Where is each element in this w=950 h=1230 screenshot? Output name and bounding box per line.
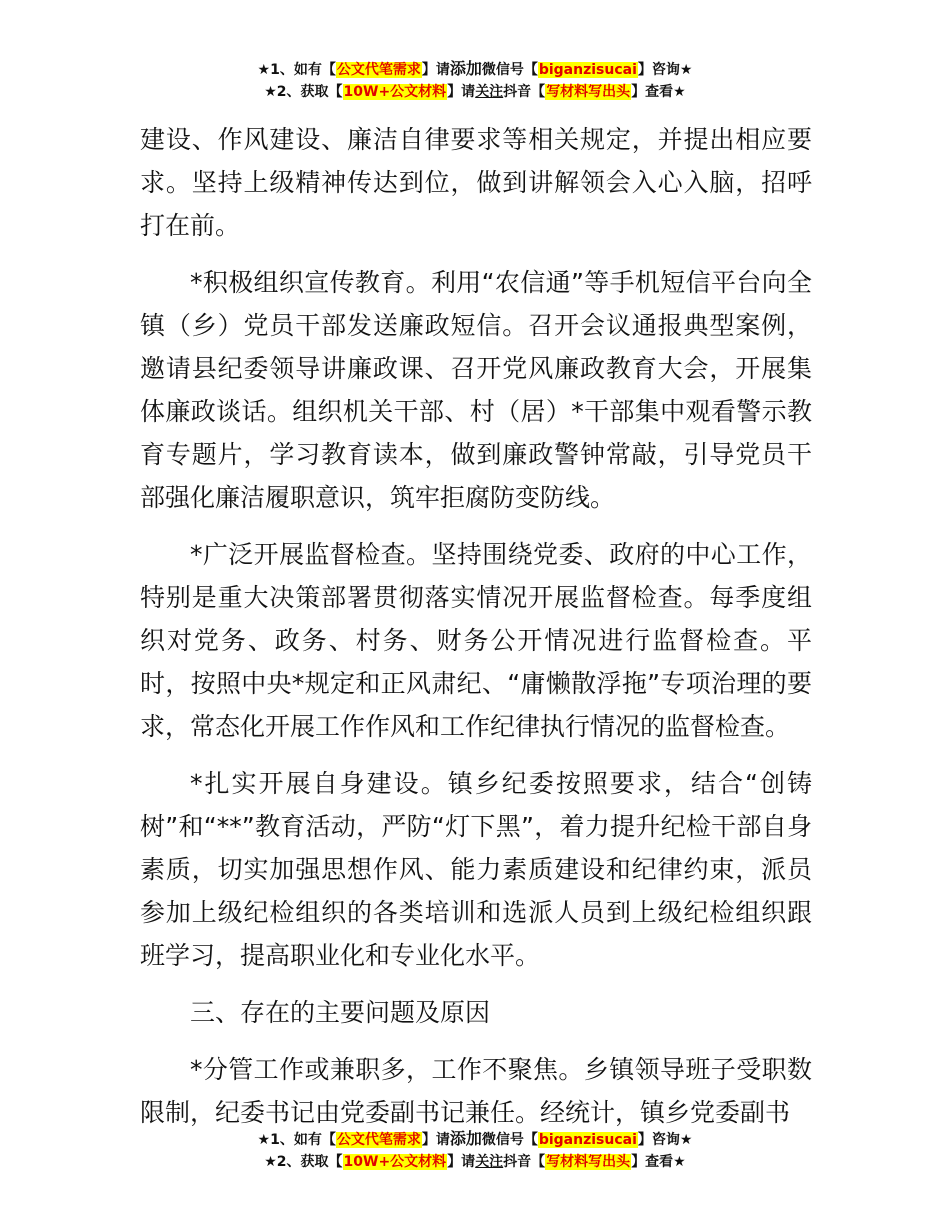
- highlight-text: 写材料写出头: [546, 1154, 631, 1170]
- paragraph: *分管工作或兼职多，工作不聚焦。乡镇领导班子受职数限制，纪委书记由党委副书记兼任。经统计，镇乡党委副书: [140, 1055, 812, 1127]
- highlight-text: biganzisucai: [538, 1132, 637, 1148]
- highlight-text: 公文代笔需求: [336, 1132, 421, 1148]
- banner-line-2: ★2、获取【10W+公文材料】请关注抖音【写材料写出头】查看★: [264, 1154, 686, 1170]
- highlight-text: 10W+公文材料: [343, 1154, 447, 1170]
- highlight-text: biganzisucai: [538, 62, 637, 78]
- section-heading: 三、存在的主要问题及原因: [190, 998, 491, 1027]
- paragraph: 建设、作风建设、廉洁自律要求等相关规定，并提出相应要求。坚持上级精神传达到位，做到讲解领会入心入脑，招呼打在前。: [140, 125, 812, 240]
- paragraph: *积极组织宣传教育。利用“农信通”等手机短信平台向全镇（乡）党员干部发送廉政短信。召开会议通报典型案例，邀请县纪委领导讲廉政课、召开党风廉政教育大会，开展集体廉政谈话。组织机关干部、村（居）*干部集中观看警示教育专题片，学习教育读本，做到廉政警钟常敲，引导党员干部强化廉洁履职意识，筑牢拒腐防变防线。: [140, 268, 812, 512]
- header-banner: [0, 58, 950, 103]
- paragraph: *扎实开展自身建设。镇乡纪委按照要求，结合“创铸树”和“**”教育活动，严防“灯下黑”，着力提升纪检干部自身素质，切实加强思想作风、能力素质建设和纪律约束，派员参加上级纪检组织的各类培训和选派人员到上级纪检组织跟班学习，提高职业化和专业化水平。: [140, 769, 812, 970]
- paragraph: *广泛开展监督检查。坚持围绕党委、政府的中心工作，特别是重大决策部署贯彻落实情况开展监督检查。每季度组织对党务、政务、村务、财务公开情况进行监督检查。平时，按照中央*规定和正风肃纪、“庸懒散浮拖”专项治理的要求，常态化开展工作作风和工作纪律执行情况的监督检查。: [140, 540, 812, 741]
- highlight-text: 公文代笔需求: [336, 62, 421, 78]
- highlight-text: 写材料写出头: [546, 84, 631, 100]
- document-body: [140, 118, 812, 1148]
- banner-line-1: ★1、如有【公文代笔需求】请添加微信号【biganzisucai】咨询★: [257, 1129, 693, 1148]
- highlight-text: 10W+公文材料: [343, 84, 447, 100]
- banner-line-2: ★2、获取【10W+公文材料】请关注抖音【写材料写出头】查看★: [264, 84, 686, 100]
- banner-line-1: ★1、如有【公文代笔需求】请添加微信号【biganzisucai】咨询★: [257, 59, 693, 78]
- footer-banner: [0, 1128, 950, 1173]
